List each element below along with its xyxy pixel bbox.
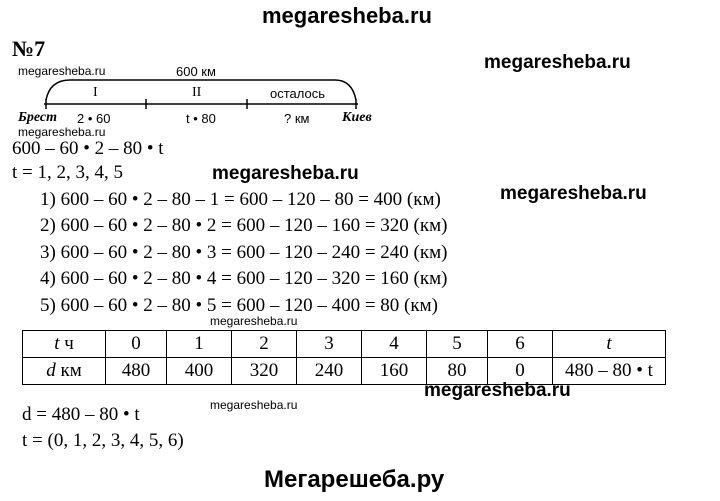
table-cell: 480 <box>106 358 167 385</box>
table-cell: 2 <box>232 331 297 358</box>
watermark-footer: Мегарешеба.ру <box>264 466 445 493</box>
table-cell: 6 <box>488 331 553 358</box>
step-3: 3) 600 – 60 • 2 – 80 • 3 = 600 – 120 – 240 = 240 (км) <box>40 242 448 263</box>
diagram-total: 600 км <box>176 64 216 79</box>
expression: 600 – 60 • 2 – 80 • t <box>12 138 164 159</box>
step-5: 5) 600 – 60 • 2 – 80 • 5 = 600 – 120 – 400 = 80 (км) <box>40 295 438 316</box>
table-row <box>23 331 666 358</box>
domain-values: t = (0, 1, 2, 3, 4, 5, 6) <box>22 430 184 451</box>
segment-2-label: II <box>192 85 202 100</box>
watermark-small-1: megaresheba.ru <box>18 64 106 78</box>
values-table <box>22 330 666 385</box>
watermark-mid-3: megaresheba.ru <box>424 380 571 401</box>
watermark-small-3: megaresheba.ru <box>210 314 298 328</box>
step-4: 4) 600 – 60 • 2 – 80 • 4 = 600 – 120 – 320 = 160 (км) <box>40 268 448 289</box>
variable-d: d <box>46 360 56 381</box>
table-cell: 4 <box>362 331 427 358</box>
t-values: t = 1, 2, 3, 4, 5 <box>12 162 123 183</box>
segment-1-label: I <box>93 85 98 100</box>
city-to: Киев <box>342 110 372 125</box>
table-cell: 5 <box>427 331 488 358</box>
unit-hours: ч <box>59 333 74 354</box>
watermark-small-4: megaresheba.ru <box>210 398 298 412</box>
watermark-right-top: megaresheba.ru <box>484 52 631 73</box>
segment-2-value: t • 80 <box>186 111 216 126</box>
table-header-cell <box>23 331 106 358</box>
table-header-cell <box>23 358 106 385</box>
step-2: 2) 600 – 60 • 2 – 80 • 2 = 600 – 120 – 160 = 320 (км) <box>40 215 448 236</box>
formula: d = 480 – 80 • t <box>22 404 140 425</box>
table-cell: 320 <box>232 358 297 385</box>
table-cell: 3 <box>297 331 362 358</box>
unit-km: км <box>55 360 82 381</box>
step-1: 1) 600 – 60 • 2 – 80 – 1 = 600 – 120 – 80 = 400 (км) <box>40 189 441 210</box>
variable-t: t <box>54 333 60 354</box>
table-cell: 0 <box>488 358 553 385</box>
city-from: Брест <box>18 110 58 125</box>
problem-number: №7 <box>12 36 46 61</box>
watermark-mid-2: megaresheba.ru <box>500 183 647 204</box>
segment-1-value: 2 • 60 <box>77 111 111 126</box>
watermark-mid-1: megaresheba.ru <box>212 163 359 184</box>
table-cell: 1 <box>167 331 232 358</box>
table-cell: 80 <box>427 358 488 385</box>
watermark-small-2: megaresheba.ru <box>18 125 106 139</box>
table-cell: 480 – 80 • t <box>553 358 666 385</box>
watermark-top: megaresheba.ru <box>262 3 432 28</box>
table-cell: 160 <box>362 358 427 385</box>
table-cell: 0 <box>106 331 167 358</box>
table-cell: 400 <box>167 358 232 385</box>
segment-3-value: ? км <box>284 111 310 126</box>
table-cell: 240 <box>297 358 362 385</box>
table-cell: t <box>553 331 666 358</box>
segment-3-label: осталось <box>270 86 326 101</box>
